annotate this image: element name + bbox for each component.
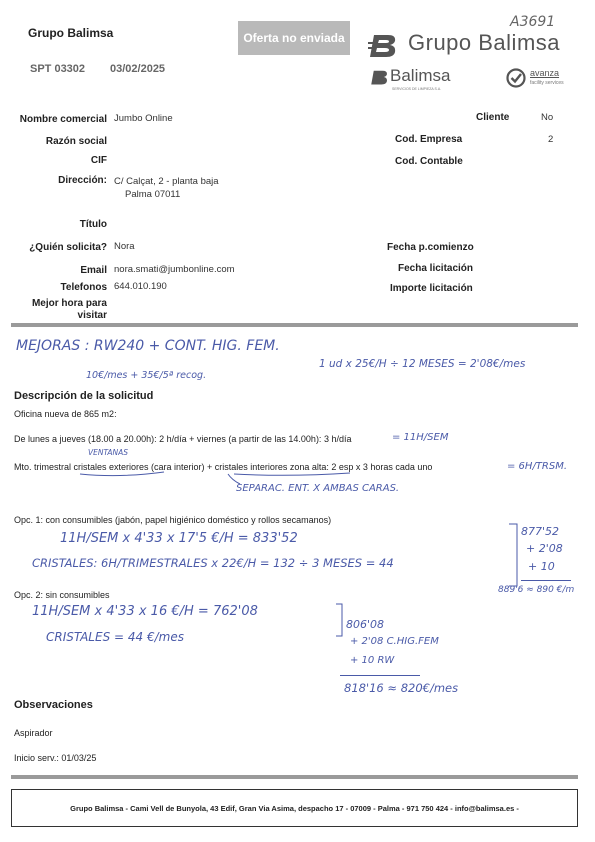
- handwritten-opc2-sum-1: 806'08: [346, 618, 385, 631]
- handwritten-mto-note: = 6H/TRSM.: [507, 461, 568, 472]
- label-cod-empresa: Cod. Empresa: [395, 134, 463, 145]
- status-badge-label: Oferta no enviada: [243, 31, 345, 45]
- value-quien-solicita: Nora: [114, 241, 135, 252]
- logo-balimsa: [370, 66, 480, 94]
- handwritten-mejoras: MEJORAS : RW240 + CONT. HIG. FEM.: [16, 338, 280, 354]
- handwritten-opc2-sum-2: + 2'08 C.HIG.FEM: [350, 636, 439, 647]
- value-cliente: No: [541, 112, 554, 123]
- observaciones-heading: Observaciones: [14, 699, 93, 711]
- label-email: Email: [80, 265, 107, 276]
- handwritten-opc1-sum-1: 877'52: [521, 525, 560, 538]
- logo-avanza-small: facility services: [530, 80, 564, 86]
- opc1-sum-line: [521, 580, 571, 581]
- label-quien-solicita: ¿Quién solicita?: [29, 242, 107, 253]
- footer-text: Grupo Balimsa - Cami Vell de Bunyola, 43 Edif, Gran Via Asima, despacho 17 - 07009 - Palma - 971 750 424 - info@balimsa.es -: [70, 803, 519, 813]
- divider: [11, 323, 578, 327]
- handwritten-lunes-note: = 11H/SEM: [392, 432, 449, 443]
- option-1-text: Opc. 1: con consumibles (jabón, papel higiénico doméstico y rollos secamanos): [14, 515, 332, 525]
- value-email: nora.smati@jumbonline.com: [114, 264, 235, 275]
- handwritten-opc1-sum-3: + 10: [528, 560, 555, 573]
- label-titulo: Título: [79, 219, 107, 230]
- label-cod-contable: Cod. Contable: [395, 156, 463, 167]
- logo-balimsa-small: SERVICIOS DE LIMPIEZA S.A.: [392, 87, 442, 91]
- spt-number: SPT 03302: [30, 63, 86, 75]
- handwritten-opc1-total: 889'6 ≈ 890 €/m: [498, 585, 575, 595]
- logo-grupo-balimsa-text: Grupo Balimsa: [408, 30, 561, 55]
- label-direccion: Dirección:: [58, 175, 107, 186]
- value-direccion-line2: Palma 07011: [125, 189, 181, 200]
- balimsa-small-b-icon: [370, 68, 390, 86]
- handwritten-ref: A3691: [510, 14, 556, 30]
- label-nombre-comercial: Nombre comercial: [19, 114, 107, 125]
- handwritten-opc2-line2: CRISTALES = 44 €/mes: [46, 630, 184, 644]
- observaciones-line2: Inicio serv.: 01/03/25: [14, 753, 97, 763]
- label-razon-social: Razón social: [45, 136, 107, 147]
- value-telefonos: 644.010.190: [114, 281, 167, 292]
- handwritten-opc1-sum-2: + 2'08: [526, 542, 563, 555]
- opc2-sum-line: [340, 675, 420, 676]
- avanza-check-icon: [506, 68, 526, 88]
- description-line1: Oficina nueva de 865 m2:: [14, 409, 117, 419]
- description-line2: De lunes a jueves (18.00 a 20.00h): 2 h/día + viernes (a partir de las 14.00h): 3 h/día: [14, 434, 352, 444]
- label-mejor-hora-1: Mejor hora para: [31, 298, 107, 309]
- label-mejor-hora-2: visitar: [77, 310, 107, 321]
- handwritten-opc2-line1: 11H/SEM x 4'33 x 16 €/H = 762'08: [32, 604, 258, 619]
- logo-avanza-text: avanza: [530, 68, 560, 78]
- value-direccion-line1: C/ Calçat, 2 - planta baja: [114, 176, 219, 187]
- handwritten-mejoras-sub: 10€/mes + 35€/5ª recog.: [86, 370, 207, 381]
- divider-bottom: [11, 775, 578, 779]
- description-heading: Descripción de la solicitud: [14, 390, 154, 402]
- balimsa-b-icon: [368, 31, 400, 59]
- handwritten-opc2-total: 818'16 ≈ 820€/mes: [344, 681, 459, 695]
- handwritten-marks: [0, 450, 595, 510]
- label-importe-licitacion: Importe licitación: [390, 283, 473, 294]
- handwritten-mejoras-calc: 1 ud x 25€/H ÷ 12 MESES = 2'08€/mes: [319, 358, 526, 370]
- handwritten-separac: SEPARAC. ENT. X AMBAS CARAS.: [236, 483, 400, 494]
- company-name: Grupo Balimsa: [28, 26, 114, 40]
- label-telefonos: Telefonos: [60, 282, 107, 293]
- logo-avanza: [506, 66, 578, 92]
- label-cif: CIF: [90, 155, 107, 166]
- description-line3: Mto. trimestral cristales exteriores (cara interior) + cristales interiores zona alta: 2 esp x 3 horas cada uno: [14, 462, 433, 472]
- value-cod-empresa: 2: [548, 134, 554, 145]
- label-fecha-licitacion: Fecha licitación: [398, 263, 474, 274]
- header-date: 03/02/2025: [110, 63, 166, 75]
- label-cliente: Cliente: [476, 112, 510, 123]
- status-badge: [238, 21, 350, 55]
- option-2-text: Opc. 2: sin consumibles: [14, 590, 110, 600]
- logo-grupo-balimsa: [368, 30, 578, 60]
- handwritten-opc1-line1: 11H/SEM x 4'33 x 17'5 €/H = 833'52: [60, 531, 298, 546]
- logo-balimsa-text: Balimsa: [390, 66, 451, 85]
- label-fecha-comienzo: Fecha p.comienzo: [387, 242, 474, 253]
- footer-box: [11, 789, 578, 827]
- handwritten-ventanas: VENTANAS: [88, 448, 129, 457]
- handwritten-opc1-line2: CRISTALES: 6H/TRIMESTRALES x 22€/H = 132 ÷ 3 MESES = 44: [32, 556, 394, 570]
- observaciones-line1: Aspirador: [14, 728, 53, 738]
- value-nombre-comercial: Jumbo Online: [114, 113, 173, 124]
- handwritten-opc2-sum-3: + 10 RW: [350, 655, 395, 666]
